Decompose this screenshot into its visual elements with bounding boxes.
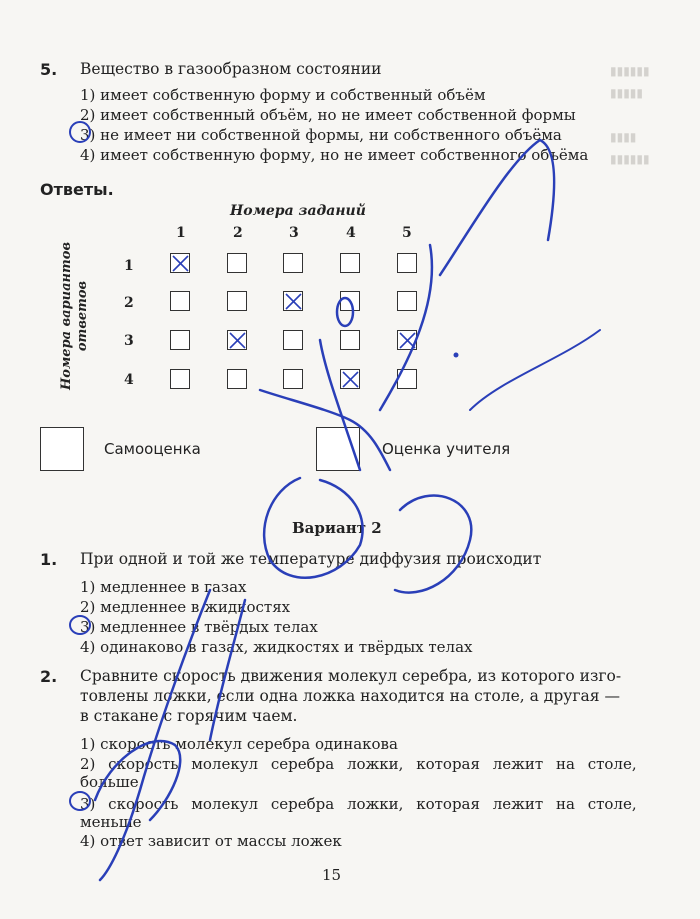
option-3: 3) медленнее в твёрдых телах: [80, 618, 318, 636]
pen-dot: [454, 353, 459, 358]
answer-box-r1-c3[interactable]: [283, 253, 303, 273]
answer-box-r4-c4[interactable]: [340, 369, 360, 389]
answer-box-r2-c1[interactable]: [170, 291, 190, 311]
teacher-assessment-label: Оценка учителя: [382, 440, 511, 458]
answer-box-r3-c4[interactable]: [340, 330, 360, 350]
cross-mark-icon: [398, 331, 418, 351]
option-1: 1) скорость молекул серебра одинакова: [80, 735, 398, 753]
option-1: 1) имеет собственную форму и собственный объём: [80, 86, 486, 104]
option-3: 3) скорость молекул серебра ложки, которая лежит на столе,: [80, 795, 637, 813]
column-number: 3: [289, 225, 299, 241]
page-number: 15: [322, 866, 342, 884]
answer-box-r3-c1[interactable]: [170, 330, 190, 350]
answer-box-r3-c5[interactable]: [397, 330, 417, 350]
row-number: 1: [124, 258, 134, 274]
option-2: 2) имеет собственный объём, но не имеет собственной формы: [80, 106, 576, 124]
option-4: 4) одинаково в газах, жидкостях и твёрдых телах: [80, 638, 473, 656]
answer-box-r2-c2[interactable]: [227, 291, 247, 311]
question-text-line: товлены ложки, если одна ложка находится на столе, а другая —: [80, 687, 620, 705]
question-text: Вещество в газообразном состоянии: [80, 60, 382, 78]
column-number: 1: [176, 225, 186, 241]
column-number: 5: [402, 225, 412, 241]
option-3: 3) не имеет ни собственной формы, ни собственного объёма: [80, 126, 562, 144]
signature-stroke: [470, 330, 600, 410]
column-number: 4: [346, 225, 356, 241]
answer-box-r4-c1[interactable]: [170, 369, 190, 389]
option-3-cont: меньше: [80, 813, 142, 831]
answer-box-r4-c5[interactable]: [397, 369, 417, 389]
option-4: 4) ответ зависит от массы ложек: [80, 832, 342, 850]
question-text: При одной и той же температуре диффузия происходит: [80, 550, 542, 568]
answer-box-r1-c5[interactable]: [397, 253, 417, 273]
answer-box-r4-c2[interactable]: [227, 369, 247, 389]
column-number: 2: [233, 225, 243, 241]
option-2: 2) скорость молекул серебра ложки, которая лежит на столе,: [80, 755, 637, 773]
question-number: 2.: [40, 667, 58, 686]
question-number: 1.: [40, 550, 58, 569]
row-header: Номера вариантов ответов: [59, 242, 90, 390]
answer-box-r2-c3[interactable]: [283, 291, 303, 311]
question-text-line: Сравните скорость движения молекул серебра, из которого изго-: [80, 667, 622, 685]
question-text-line: в стакане с горячим чаем.: [80, 707, 298, 725]
bleed-through-text: ▮▮▮▮▮▮ ▮▮▮▮▮ ▮▮▮▮ ▮▮▮▮▮▮: [610, 64, 650, 166]
signature-stroke: [395, 496, 471, 593]
answer-box-r3-c2[interactable]: [227, 330, 247, 350]
row-number: 4: [124, 372, 134, 388]
answer-box-r1-c2[interactable]: [227, 253, 247, 273]
question-number: 5.: [40, 60, 58, 79]
answers-heading: Ответы.: [40, 180, 114, 199]
answer-box-r2-c5[interactable]: [397, 291, 417, 311]
option-2-cont: больше: [80, 773, 139, 791]
cross-mark-icon: [171, 254, 191, 274]
answer-box-r3-c3[interactable]: [283, 330, 303, 350]
option-4: 4) имеет собственную форму, но не имеет собственного объёма: [80, 146, 589, 164]
teacher-assessment-box[interactable]: [316, 427, 360, 471]
cross-mark-icon: [284, 292, 304, 312]
answer-box-r2-c4[interactable]: [340, 291, 360, 311]
option-2: 2) медленнее в жидкостях: [80, 598, 291, 616]
answer-box-r1-c1[interactable]: [170, 253, 190, 273]
column-header: Номера заданий: [230, 203, 366, 219]
row-number: 3: [124, 333, 134, 349]
cross-mark-icon: [228, 331, 248, 351]
self-assessment-box[interactable]: [40, 427, 84, 471]
variant-title: Вариант 2: [292, 519, 382, 537]
cross-mark-icon: [341, 370, 361, 390]
self-assessment-label: Самооценка: [104, 440, 201, 458]
answer-box-r1-c4[interactable]: [340, 253, 360, 273]
option-1: 1) медленнее в газах: [80, 578, 247, 596]
row-number: 2: [124, 295, 134, 311]
answer-box-r4-c3[interactable]: [283, 369, 303, 389]
